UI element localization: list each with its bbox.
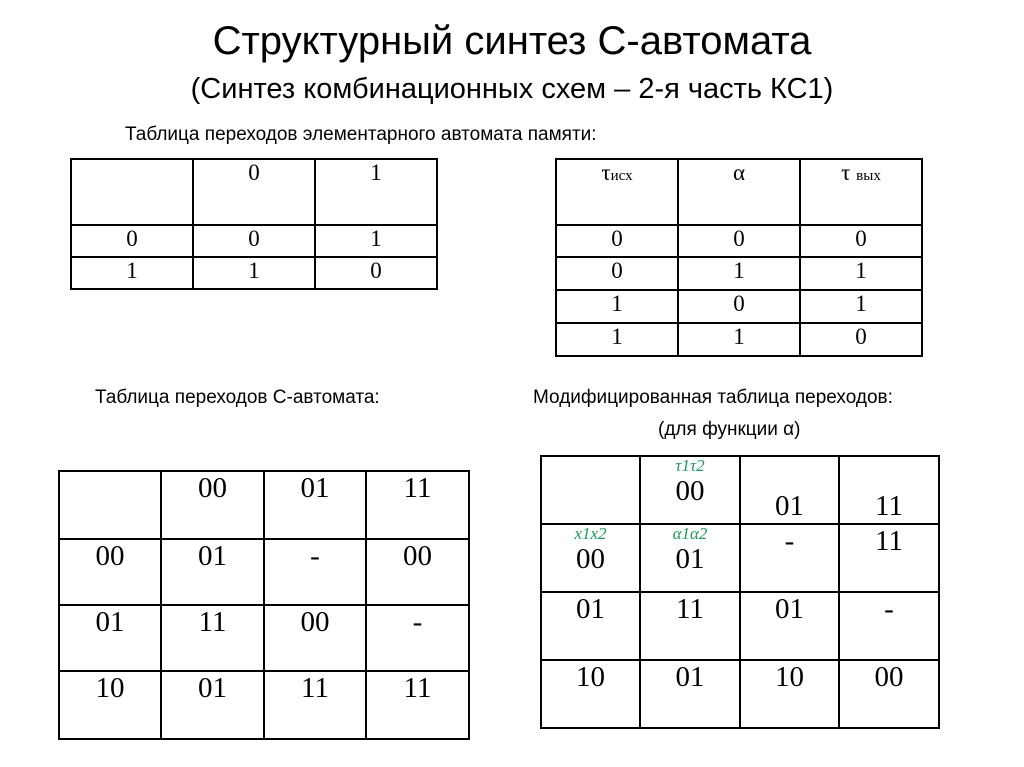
table-row (59, 605, 469, 671)
header-value: 00 (675, 475, 705, 507)
table-cell: 0 (315, 257, 437, 289)
subscript-label: исх (610, 168, 633, 184)
table-row-header: 00 (59, 539, 161, 605)
table-cell: 0 (556, 257, 678, 290)
page-subtitle: (Синтез комбинационных схем – 2-я часть КС1) (190, 73, 834, 105)
table-cell: 01 (161, 671, 264, 739)
table-row (556, 159, 922, 225)
table-row (541, 660, 939, 728)
table-cell (71, 159, 193, 225)
table-header-cell: 11 (366, 471, 469, 539)
table-cell: 1 (678, 257, 800, 290)
table-cell: - (740, 524, 839, 592)
table-cell: 0 (556, 225, 678, 257)
table-cell: 1 (193, 257, 315, 289)
table-row (59, 471, 469, 539)
table-header-cell: 01 (740, 456, 839, 524)
page-title: Структурный синтез С-автомата (212, 19, 812, 63)
table-row (556, 290, 922, 323)
table-row-header: 01 (59, 605, 161, 671)
table-cell: - (839, 592, 939, 660)
table-cell: 11 (640, 592, 740, 660)
table-header-cell (556, 159, 678, 225)
table-header-cell: 0 (193, 159, 315, 225)
table-row (59, 671, 469, 739)
table-cell: 11 (839, 524, 939, 592)
cell-value: 01 (675, 543, 705, 575)
table-cell: 1 (556, 323, 678, 356)
table-row (541, 524, 939, 592)
table-cell: - (366, 605, 469, 671)
table-cell: 1 (556, 290, 678, 323)
caption-modified-table: Модифицированная таблица переходов: (533, 387, 893, 408)
table-cell: 00 (264, 605, 366, 671)
table-header-cell: 01 (264, 471, 366, 539)
table-row-header: 10 (541, 660, 640, 728)
table-cell: 0 (71, 225, 193, 257)
x-label: x1x2 (574, 524, 607, 543)
modified-table (540, 455, 940, 729)
tau-label: τ1τ2 (675, 456, 705, 475)
table-cell: 0 (800, 225, 922, 257)
table-row (556, 323, 922, 356)
table-cell (541, 456, 640, 524)
table-header-cell: 1 (315, 159, 437, 225)
table-cell: 1 (71, 257, 193, 289)
table-row (71, 225, 437, 257)
table-cell (59, 471, 161, 539)
table-row-header: 10 (59, 671, 161, 739)
table-row (556, 225, 922, 257)
table-row (59, 539, 469, 605)
table-cell: 1 (800, 290, 922, 323)
table-header-cell: 11 (839, 456, 939, 524)
table-row (556, 257, 922, 290)
alpha-label: α1α2 (672, 524, 708, 543)
caption-c-automaton-table: Таблица переходов С-автомата: (95, 387, 380, 408)
tau-symbol: τ (601, 160, 611, 185)
table-header-cell: 00 (161, 471, 264, 539)
memory-grid-table (70, 158, 438, 290)
table-cell: 01 (740, 592, 839, 660)
table-cell: 11 (366, 671, 469, 739)
table-row-header (541, 524, 640, 592)
memory-flat-table (555, 158, 923, 357)
c-automaton-table (58, 470, 470, 740)
subscript-label: вых (856, 168, 881, 184)
tau-symbol: τ (841, 160, 851, 185)
table-cell: - (264, 539, 366, 605)
table-header-cell: α (678, 159, 800, 225)
table-cell: 11 (264, 671, 366, 739)
table-cell: 0 (678, 225, 800, 257)
caption-modified-subtitle: (для функции α) (658, 419, 801, 440)
table-row-header: 01 (541, 592, 640, 660)
table-row (71, 159, 437, 225)
table-cell: 0 (678, 290, 800, 323)
table-cell: 10 (740, 660, 839, 728)
table-cell: 11 (161, 605, 264, 671)
row-value: 00 (576, 543, 605, 575)
table-row (71, 257, 437, 289)
table-cell: 0 (193, 225, 315, 257)
table-header-cell (800, 159, 922, 225)
table-cell: 01 (640, 660, 740, 728)
table-row (541, 592, 939, 660)
table-cell: 0 (800, 323, 922, 356)
table-cell: 1 (678, 323, 800, 356)
table-cell: 01 (161, 539, 264, 605)
table-cell: 1 (315, 225, 437, 257)
table-cell (640, 524, 740, 592)
table-header-cell (640, 456, 740, 524)
caption-memory-table: Таблица переходов элементарного автомата памяти: (125, 124, 597, 145)
table-cell: 1 (800, 257, 922, 290)
table-cell: 00 (366, 539, 469, 605)
table-row (541, 456, 939, 524)
table-cell: 00 (839, 660, 939, 728)
